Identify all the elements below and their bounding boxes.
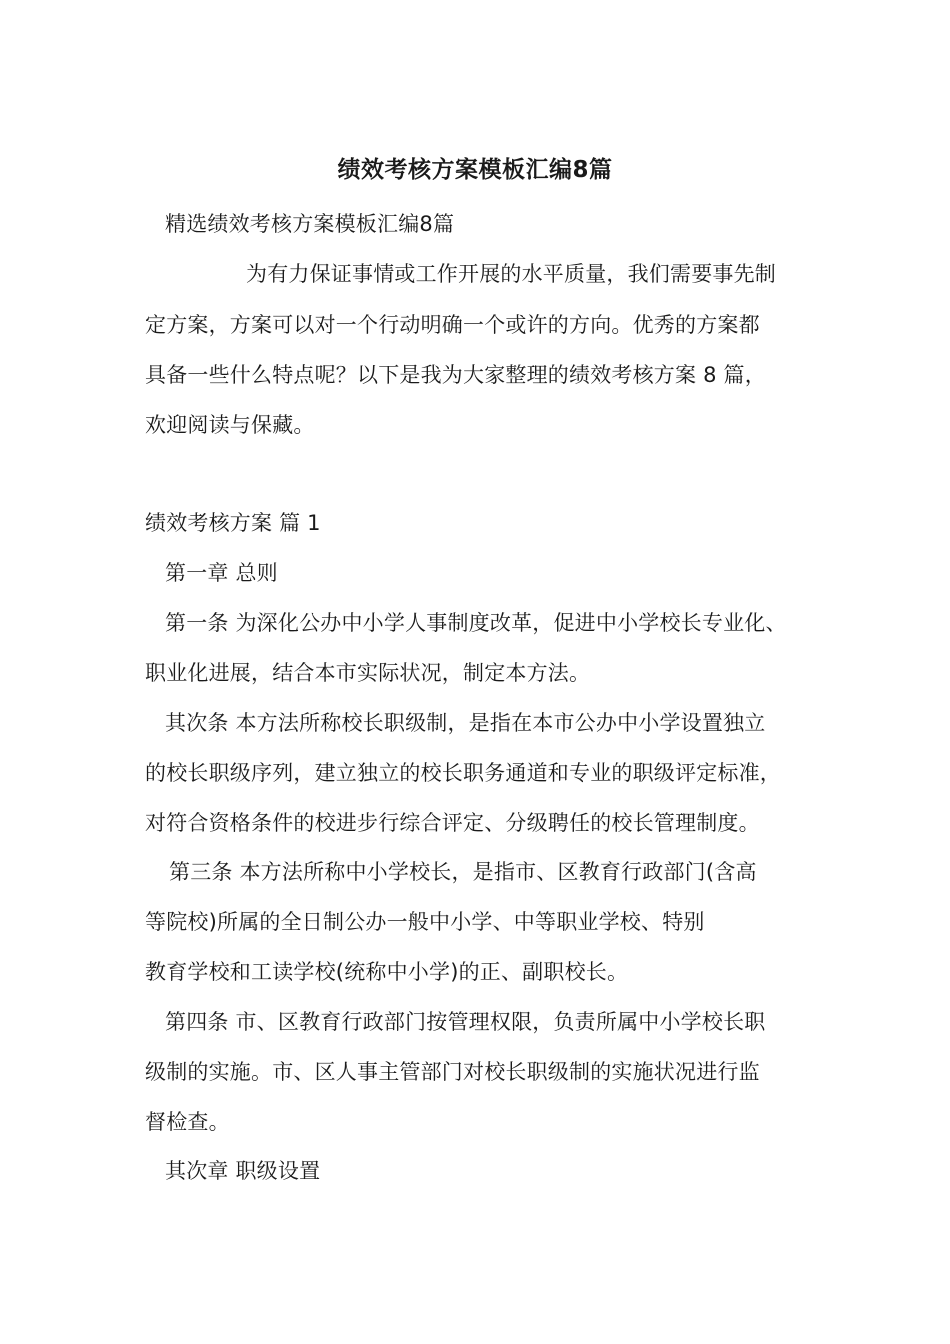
article-4-line-1: 第四条 市、区教育行政部门按管理权限，负责所属中小学校长职 — [165, 1010, 766, 1034]
article-1-line-2: 职业化进展，结合本市实际状况，制定本方法。 — [145, 661, 591, 685]
chapter-heading-2: 其次章 职级设置 — [165, 1159, 321, 1183]
intro-line-3: 具备一些什么特点呢？以下是我为大家整理的绩效考核方案 8 篇， — [145, 363, 766, 387]
article-3-line-2: 等院校)所属的全日制公办一般中小学、中等职业学校、特别 — [145, 910, 705, 934]
article-3-line-1: 第三条 本方法所称中小学校长，是指市、区教育行政部门(含高 — [169, 860, 757, 884]
article-2-line-2: 的校长职级序列，建立独立的校长职务通道和专业的职级评定标准， — [145, 761, 781, 785]
article-2-line-3: 对符合资格条件的校进步行综合评定、分级聘任的校长管理制度。 — [145, 811, 760, 835]
intro-line-1: 为有力保证事情或工作开展的水平质量，我们需要事先制 — [246, 262, 776, 286]
article-1-line-1: 第一条 为深化公办中小学人事制度改革，促进中小学校长专业化、 — [165, 611, 787, 635]
document-title: 绩效考核方案模板汇编8篇 — [337, 157, 613, 183]
chapter-heading-1: 第一章 总则 — [165, 561, 278, 585]
article-4-line-3: 督检查。 — [145, 1110, 230, 1134]
document-subtitle: 精选绩效考核方案模板汇编8篇 — [165, 212, 455, 236]
section-heading: 绩效考核方案 篇 1 — [145, 511, 321, 535]
article-4-line-2: 级制的实施。市、区人事主管部门对校长职级制的实施状况进行监 — [145, 1060, 760, 1084]
article-2-line-1: 其次条 本方法所称校长职级制，是指在本市公办中小学设置独立 — [165, 711, 766, 735]
intro-line-2: 定方案，方案可以对一个行动明确一个或许的方向。优秀的方案都 — [145, 313, 760, 337]
article-3-line-3: 教育学校和工读学校(统称中小学)的正、副职校长。 — [145, 960, 629, 984]
intro-line-4: 欢迎阅读与保藏。 — [145, 413, 315, 437]
